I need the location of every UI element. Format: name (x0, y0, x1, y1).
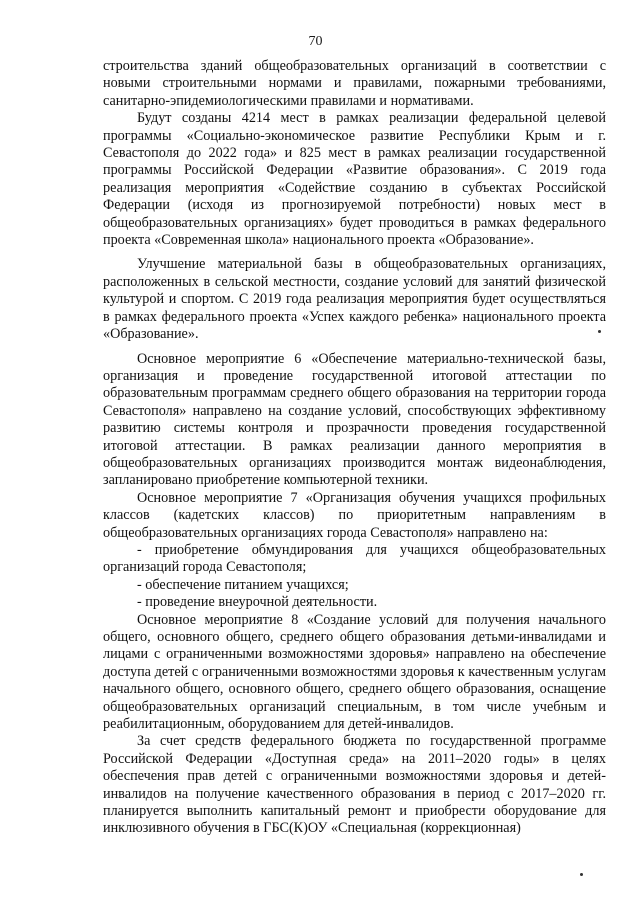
list-item: - обеспечение питанием учащихся; (137, 576, 349, 593)
paragraph: строительства зданий общеобразовательных организаций в соответствии с новыми строительными нормами и правилами, пожарными требованиями, санитарно-эпидемиологическими правилами и нормативами. (103, 58, 606, 109)
scan-dot (580, 873, 583, 876)
list-item: - приобретение обмундирования для учащихся общеобразовательных организаций города Севастополя; (103, 541, 606, 576)
page-number: 70 (308, 34, 323, 49)
paragraph: Улучшение материальной базы в общеобразовательных организациях, расположенных в сельской местности, создание условий для занятий физической культурой и спортом. С 2019 года реализация мероприятия будет осуществляться в рамках федерального проекта «Успех каждого ребенка» национального проекта «Образование». (103, 256, 606, 343)
paragraph: Основное мероприятие 8 «Создание условий для получения начального общего, основного общего, среднего общего образования детьми-инвалидами и лицами с ограниченными возможностями здоровья» направлено на обеспечение доступа детей с ограниченными возможностями здоровья к качественным услугам начального общего, основного общего, среднего общего образования, оснащение общеобразовательных организаций специальным, в том числе учебным и реабилитационным, оборудованием для детей-инвалидов. (103, 611, 606, 733)
scan-dot (598, 330, 601, 333)
paragraph: За счет средств федерального бюджета по государственной программе Российской Федерации «Доступная среда» на 2011–2020 годы» в целях обеспечения прав детей с ограниченными возможностями здоровья и детей-инвалидов на получение качественного образования в период с 2017–2020 гг. планируется выполнить капитальный ремонт и приобрести оборудование для инклюзивного обучения в ГБС(К)ОУ «Специальная (коррекционная) (103, 733, 606, 837)
paragraph: Основное мероприятие 6 «Обеспечение материально-технической базы, организация и проведение государственной итоговой аттестации по образовательным программам среднего общего образования на территории города Севастополя» направлено на создание условий, способствующих эффективному развитию системы контроля и прозрачности проведения государственной итоговой аттестации. В рамках реализации данного мероприятия в общеобразовательных организациях производится монтаж видеонаблюдения, запланировано приобретение компьютерной техники. (103, 350, 606, 489)
paragraph: Основное мероприятие 7 «Организация обучения учащихся профильных классов (кадетских классов) по приоритетным направлениям в общеобразовательных организациях города Севастополя» направлено на: (103, 489, 606, 541)
document-body (103, 58, 606, 838)
list-item: - проведение внеурочной деятельности. (137, 594, 378, 611)
paragraph: Будут созданы 4214 мест в рамках реализации федеральной целевой программы «Социально-экономическое развитие Республики Крым и г. Севастополя до 2022 года» и 825 мест в рамках реализации государственной программы Российской Федерации «Развитие образования». С 2019 года реализация мероприятия «Содействие созданию в субъектах Российской Федерации (исходя из прогнозируемой потребности) новых мест в общеобразовательных организациях» будет проводиться в рамках федерального проекта «Современная школа» национального проекта «Образование». (103, 110, 606, 249)
